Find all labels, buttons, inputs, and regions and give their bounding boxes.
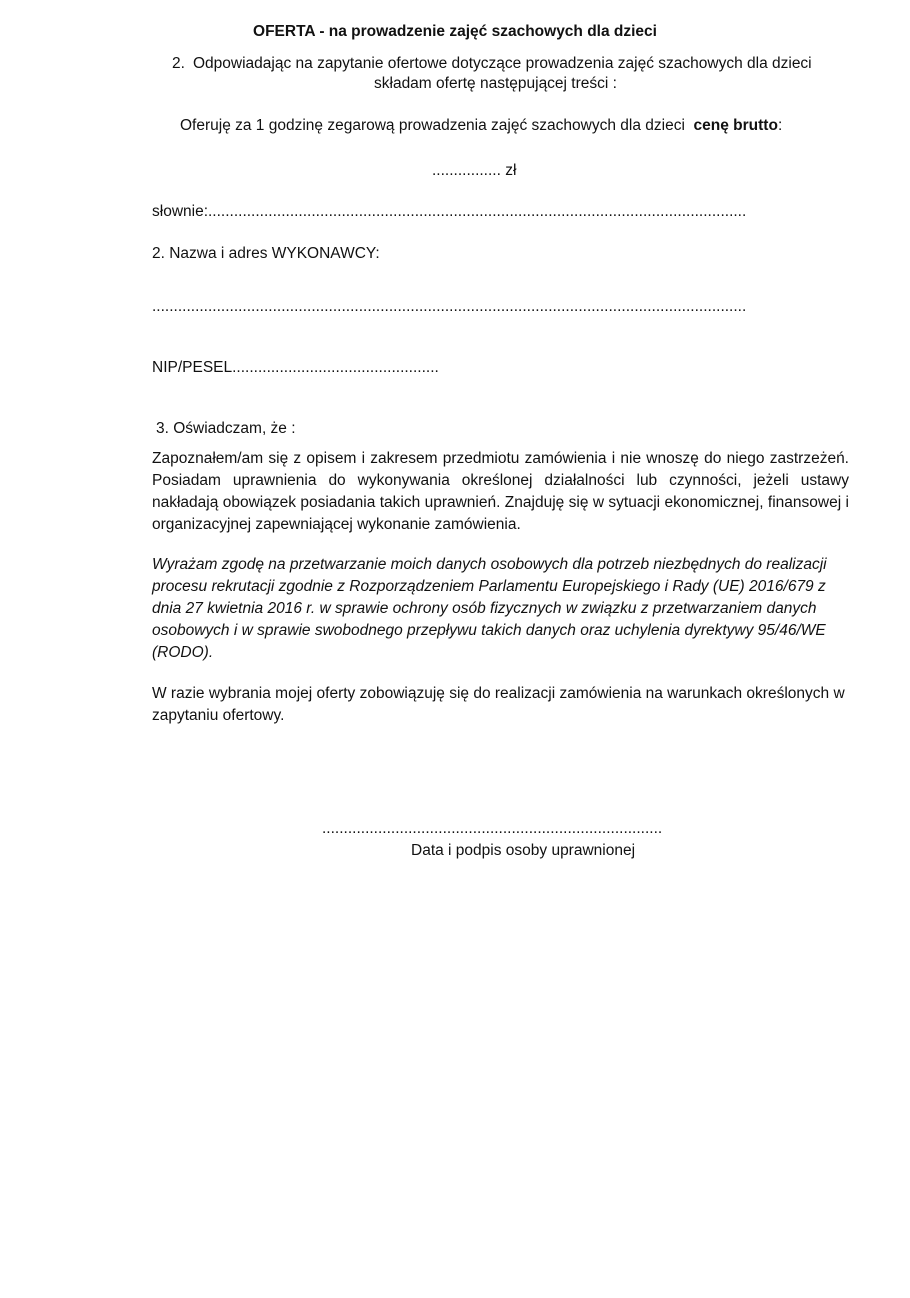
intro-line-1: Odpowiadając na zapytanie ofertowe dotyczące prowadzenia zajęć szachowych dla dzieci xyxy=(193,55,812,72)
offer-colon: : xyxy=(777,117,783,134)
offer-text: Oferuję za 1 godzinę zegarową prowadzenia zajęć szachowych dla dzieci xyxy=(180,117,685,134)
words-field[interactable]: słownie:............................................................................................................................. xyxy=(152,203,747,220)
intro-line-2: składam ofertę następującej treści : xyxy=(374,75,617,92)
intro-number: 2. xyxy=(172,55,185,72)
declaration-paragraph-2: Wyrażam zgodę na przetwarzanie moich danych osobowych dla potrzeb niezbędnych do realizacji procesu rekrutacji zgodnie z Rozporządzeniem Parlamentu Europejskiego i Rady (UE) 2016/679 z dnia 27 kwietnia 2016 r. w sprawie ochrony osób fizycznych w związku z przetwarzaniem danych osobowych i w sprawie swobodnego przepływu takich danych oraz uchylenia dyrektywy 95/46/WE (RODO). xyxy=(152,556,827,661)
declaration-label: 3. Oświadczam, że : xyxy=(156,420,296,437)
offer-sentence xyxy=(180,115,782,137)
offer-emphasis: cenę brutto xyxy=(693,117,778,134)
signature-caption: Data i podpis osoby uprawnionej xyxy=(411,842,636,859)
document-title: OFERTA - na prowadzenie zajęć szachowych dla dzieci xyxy=(253,23,657,40)
contractor-label: 2. Nazwa i adres WYKONAWCY: xyxy=(152,245,380,262)
amount-field[interactable]: ................ zł xyxy=(432,162,517,179)
declaration-paragraph-3: W razie wybrania mojej oferty zobowiązuję się do realizacji zamówienia na warunkach określonych w zapytaniu ofertowy. xyxy=(152,685,845,724)
signature-field[interactable]: ............................................................................... xyxy=(322,820,663,837)
nip-field[interactable]: NIP/PESEL................................................ xyxy=(152,359,439,376)
declaration-paragraph-1: Zapoznałem/am się z opisem i zakresem przedmiotu zamówienia i nie wnoszę do niego zastrzeżeń. Posiadam uprawnienia do wykonywania określonej działalności lub czynności, jeżeli ustawy nakładają obowiązek posiadania takich uprawnień. Znajduję się w sytuacji ekonomicznej, finansowej i organizacyjnej zapewniającej wykonanie zamówienia. xyxy=(152,450,849,533)
contractor-field[interactable]: .......................................................................................................................................... xyxy=(152,298,747,315)
